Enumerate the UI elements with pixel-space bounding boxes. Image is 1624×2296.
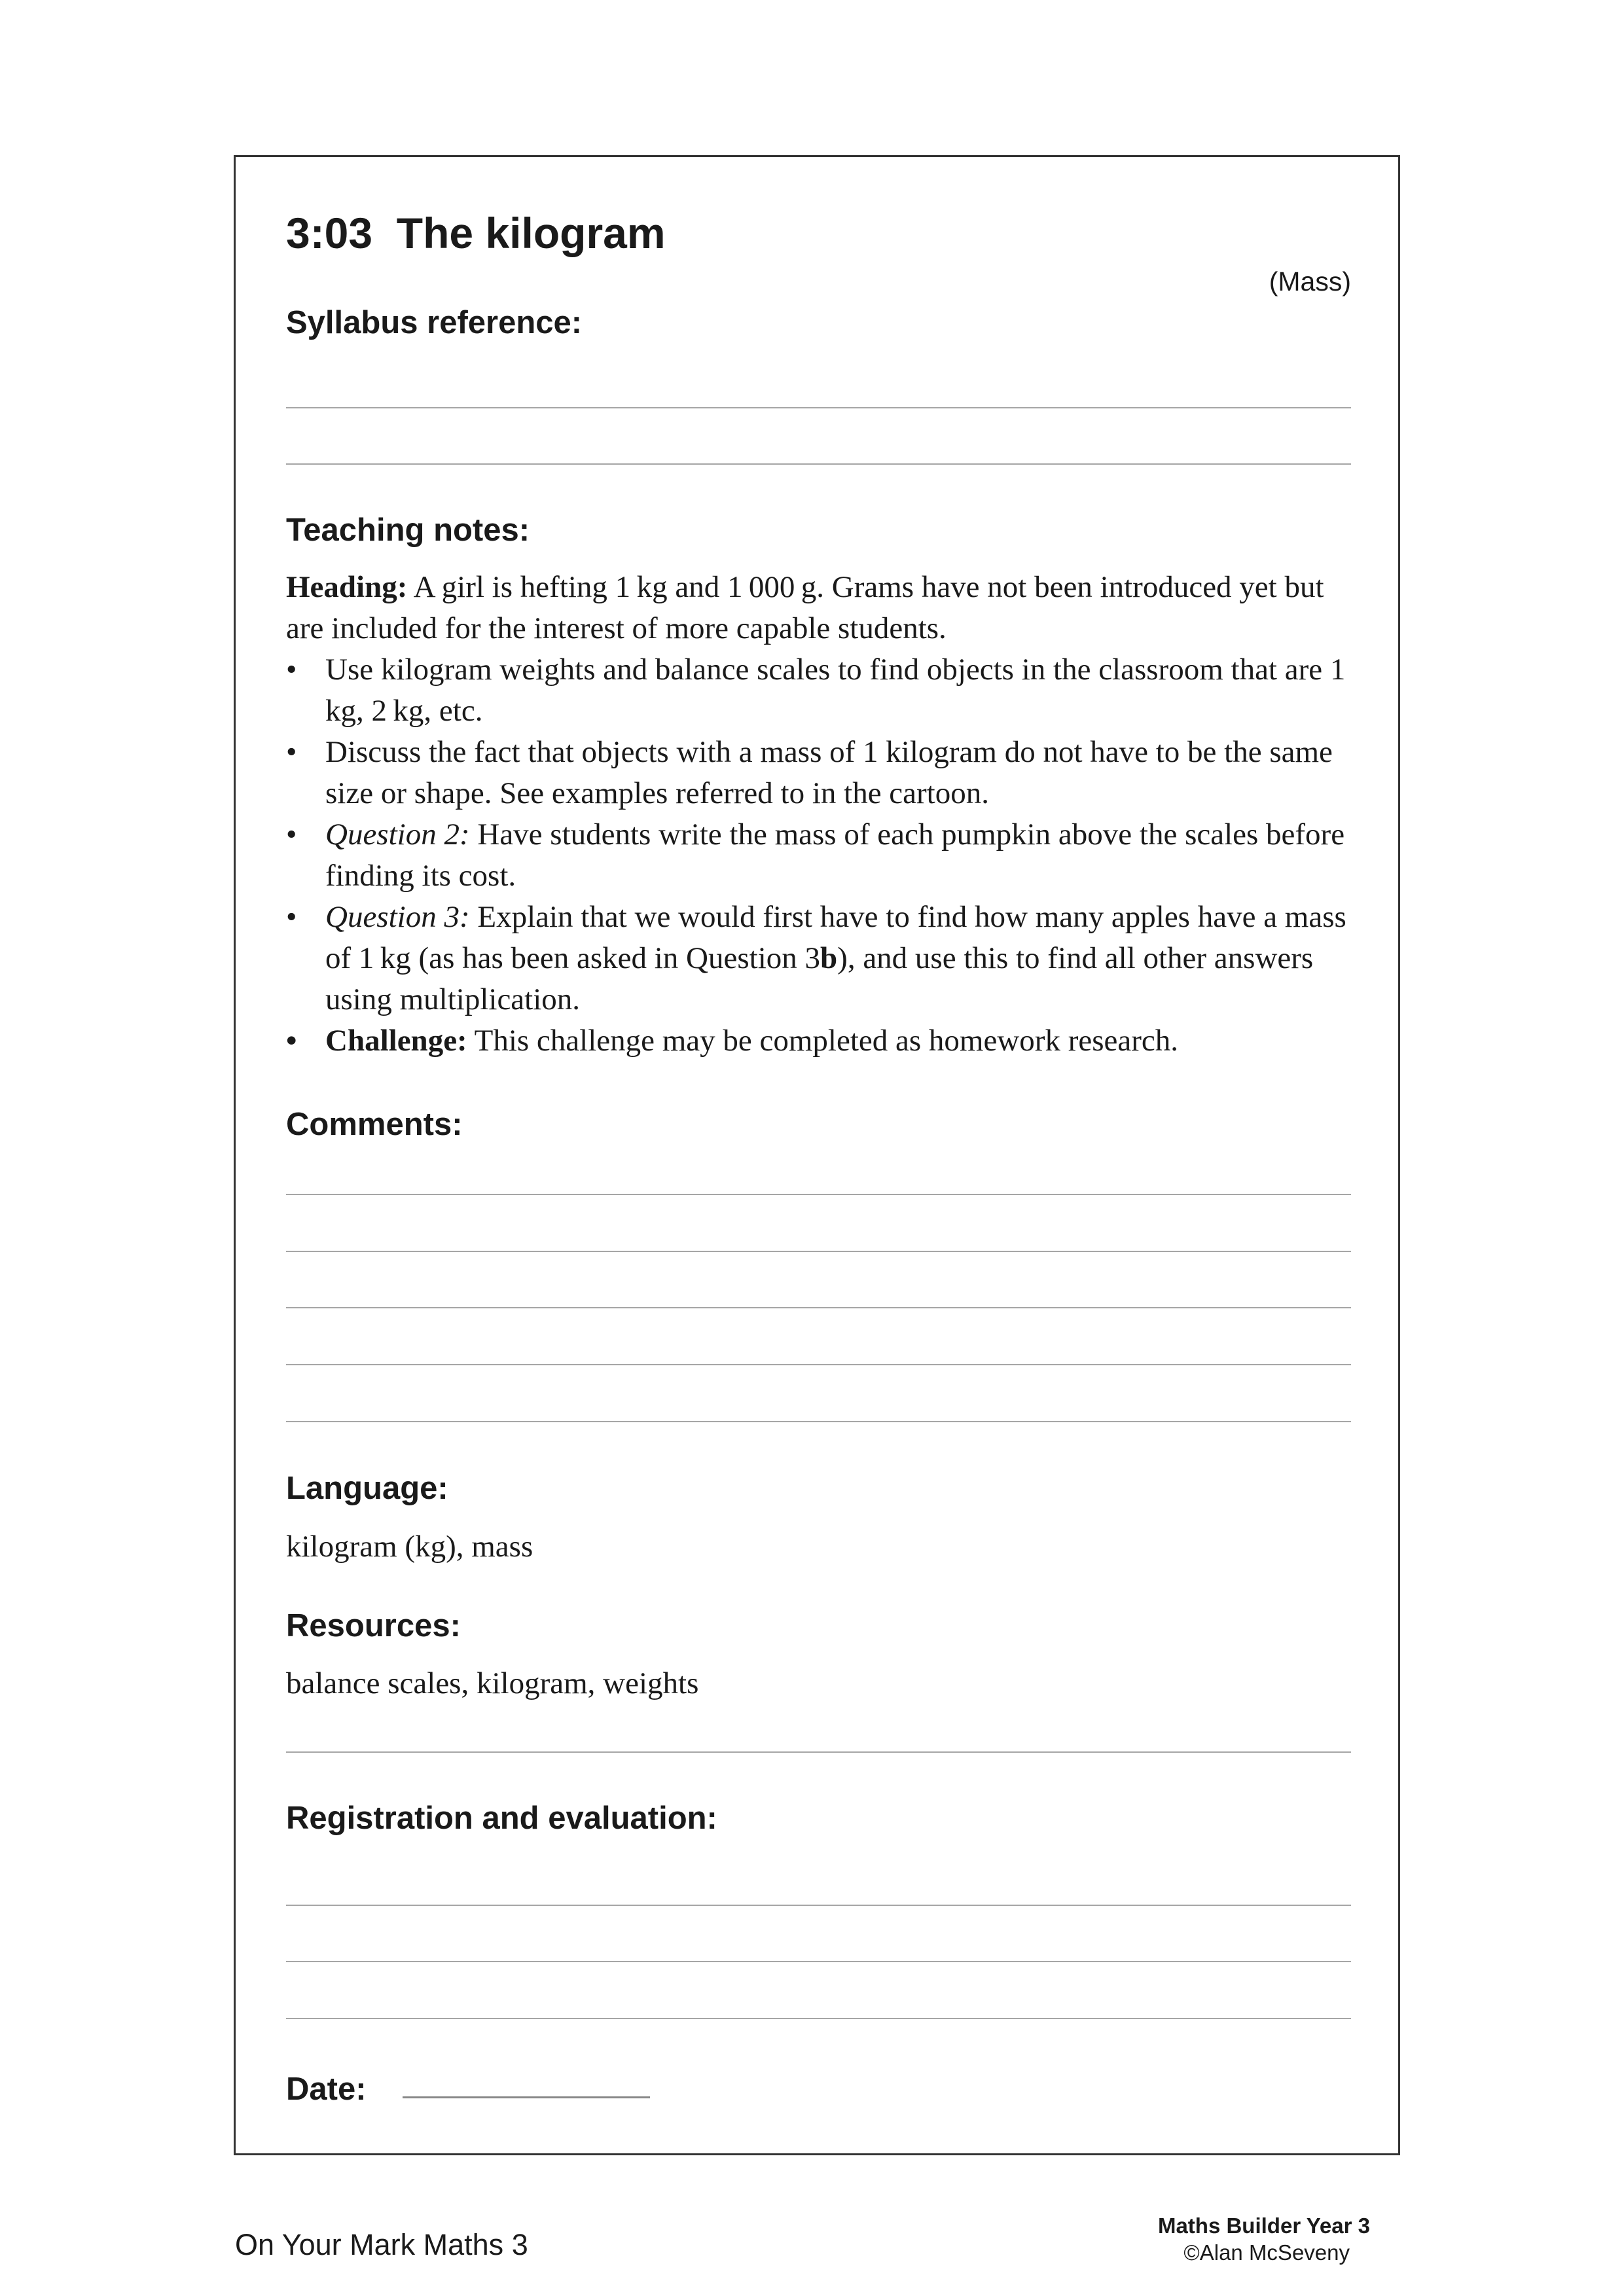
bullet-glyph: • — [286, 653, 297, 687]
list-item — [286, 732, 1353, 814]
registration-line-2 — [286, 1961, 1351, 1962]
registration-line-3 — [286, 2018, 1351, 2019]
registration-line-1 — [286, 1905, 1351, 1906]
item-text: Discuss the fact that objects with a mass of 1 kilogram do not have to be the same size or shape. See examples referred to in the cartoon. — [325, 735, 1333, 810]
resources-heading: Resources: — [286, 1608, 461, 1643]
item-bold: b — [820, 941, 838, 975]
footer-copyright: ©Alan McSeveny — [1183, 2240, 1350, 2265]
item-text: Explain that we would first have to find how many apples have a mass of 1 kg (as has been asked in Question 3 — [325, 900, 1346, 975]
item-text: Have students write the mass of each pumpkin above the scales before finding its cost. — [325, 817, 1345, 893]
list-item — [286, 814, 1353, 897]
comments-line-1 — [286, 1194, 1351, 1195]
page-frame — [234, 155, 1400, 2155]
syllabus-heading: Syllabus reference: — [286, 305, 583, 340]
item-text: ), and use this to find all other answers using multiplication. — [325, 941, 1314, 1016]
footer-series: On Your Mark Maths 3 — [235, 2228, 528, 2261]
language-heading: Language: — [286, 1471, 448, 1506]
date-line — [403, 2096, 650, 2098]
topic-label: (Mass) — [1269, 266, 1351, 296]
item-label: Challenge: — [325, 1024, 467, 1058]
date-heading: Date: — [286, 2072, 367, 2107]
resources-line — [286, 1751, 1351, 1753]
bullet-glyph: • — [286, 900, 297, 934]
teaching-notes-heading: Teaching notes: — [286, 512, 530, 548]
list-item — [286, 1020, 1353, 1062]
footer-book: Maths Builder Year 3 — [1157, 2214, 1370, 2238]
intro-label: Heading: — [286, 570, 408, 604]
comments-line-3 — [286, 1307, 1351, 1308]
teaching-notes-body — [286, 567, 1353, 1062]
comments-line-4 — [286, 1364, 1351, 1365]
comments-line-2 — [286, 1251, 1351, 1252]
comments-heading: Comments: — [286, 1107, 463, 1142]
comments-line-5 — [286, 1421, 1351, 1422]
registration-heading: Registration and evaluation: — [286, 1801, 717, 1836]
syllabus-line-2 — [286, 463, 1351, 465]
list-item — [286, 897, 1353, 1020]
resources-text: balance scales, kilogram, weights — [286, 1666, 699, 1700]
item-text: This challenge may be completed as homework research. — [467, 1024, 1178, 1058]
bullet-glyph: • — [286, 735, 297, 769]
list-item — [286, 649, 1353, 732]
syllabus-line-1 — [286, 407, 1351, 408]
bullet-glyph: • — [286, 817, 297, 852]
item-label: Question 2: — [325, 817, 470, 852]
item-label: Question 3: — [325, 900, 470, 934]
bullet-glyph: • — [286, 1024, 297, 1058]
page-title: 3:03 The kilogram — [286, 209, 666, 257]
language-text: kilogram (kg), mass — [286, 1530, 533, 1564]
item-text: Use kilogram weights and balance scales to find objects in the classroom that are 1 kg, 2 kg, etc. — [325, 653, 1352, 728]
notes-intro — [286, 567, 1353, 649]
intro-text: A girl is hefting 1 kg and 1 000 g. Grams have not been introduced yet but are included for the interest of more capable students. — [286, 570, 1324, 645]
notes-list — [286, 649, 1353, 1062]
